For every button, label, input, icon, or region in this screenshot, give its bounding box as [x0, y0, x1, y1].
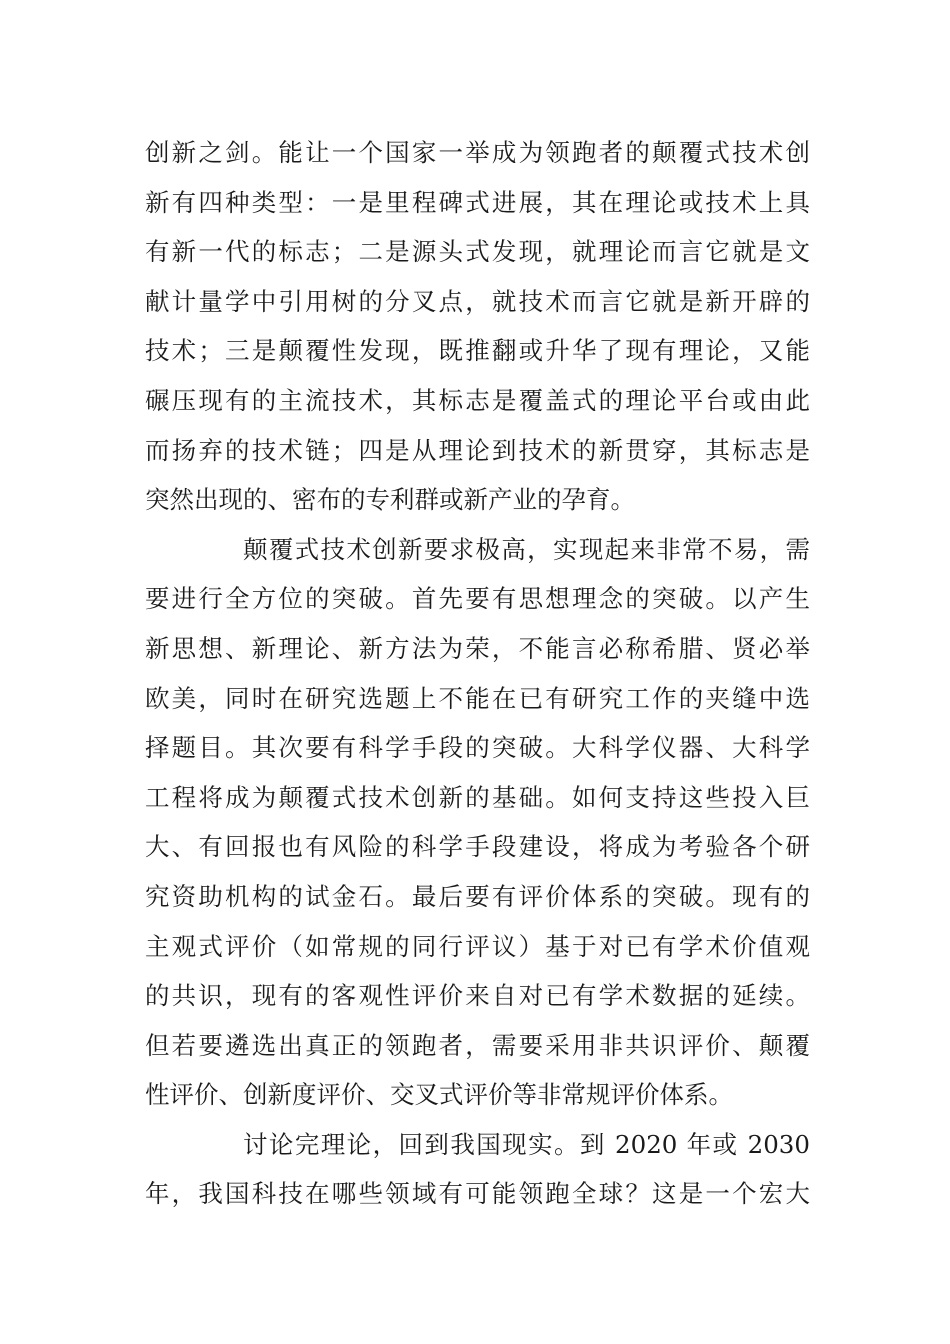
text-line: 颠覆式技术创新要求极高，实现起来非常不易，需	[243, 534, 810, 564]
paragraph-1	[145, 128, 810, 525]
text-line: 突然出现的、密布的专利群或新产业的孕育。	[145, 485, 635, 515]
paragraph-2	[145, 525, 810, 1120]
text-line: 有新一代的标志；二是源头式发现，就理论而言它就是文	[145, 237, 810, 267]
document-body	[145, 128, 810, 1219]
text-line: 主观式评价（如常规的同行评议）基于对已有学术价值观	[145, 931, 810, 961]
text-line: 年，我国科技在哪些领域有可能领跑全球？这是一个宏大	[145, 1179, 810, 1209]
text-line: 究资助机构的试金石。最后要有评价体系的突破。现有的	[145, 881, 810, 911]
text-line: 创新之剑。能让一个国家一举成为领跑者的颠覆式技术创	[145, 138, 810, 167]
text-line: 但若要遴选出真正的领跑者，需要采用非共识评价、颠覆	[145, 1030, 810, 1060]
text-line: 工程将成为颠覆式技术创新的基础。如何支持这些投入巨	[145, 782, 810, 812]
text-line: 欧美，同时在研究选题上不能在已有研究工作的夹缝中选	[145, 683, 810, 713]
text-line: 献计量学中引用树的分叉点，就技术而言它就是新开辟的	[145, 286, 810, 316]
text-line: 性评价、创新度评价、交叉式评价等非常规评价体系。	[145, 1080, 733, 1110]
text-line: 要进行全方位的突破。首先要有思想理念的突破。以产生	[145, 584, 810, 614]
text-line: 的共识，现有的客观性评价来自对已有学术数据的延续。	[145, 981, 810, 1011]
text-line: 择题目。其次要有科学手段的突破。大科学仪器、大科学	[145, 733, 810, 763]
text-line: 新思想、新理论、新方法为荣，不能言必称希腊、贤必举	[145, 633, 810, 663]
text-line: 碾压现有的主流技术，其标志是覆盖式的理论平台或由此	[145, 385, 810, 415]
text-line: 讨论完理论，回到我国现实。到 2020 年或 2030	[243, 1129, 810, 1159]
paragraph-3	[145, 1120, 810, 1219]
text-line: 新有四种类型：一是里程碑式进展，其在理论或技术上具	[145, 187, 810, 217]
text-line: 大、有回报也有风险的科学手段建设，将成为考验各个研	[145, 832, 810, 862]
text-line: 而扬弃的技术链；四是从理论到技术的新贯穿，其标志是	[145, 435, 810, 465]
text-line: 技术；三是颠覆性发现，既推翻或升华了现有理论，又能	[145, 336, 810, 366]
